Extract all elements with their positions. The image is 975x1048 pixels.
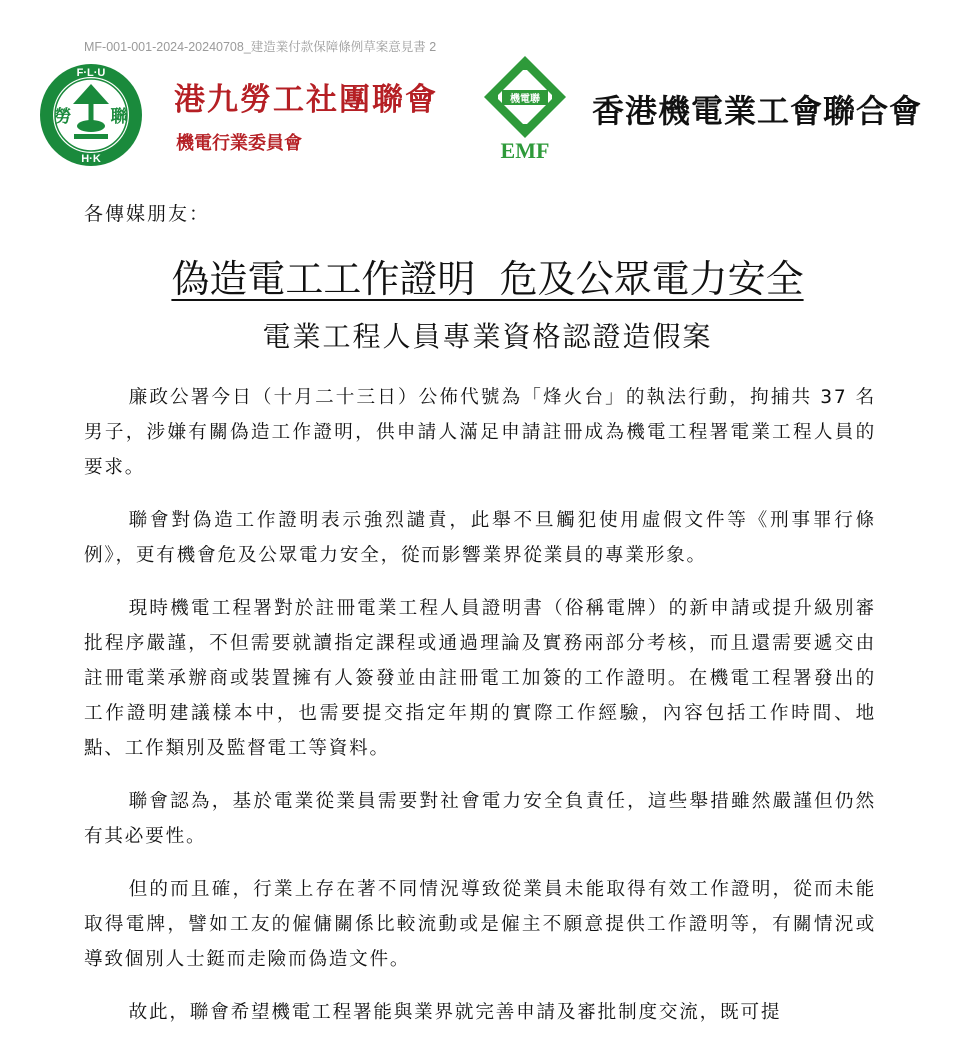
paragraph-3: 現時機電工程署對於註冊電業工程人員證明書（俗稱電牌）的新申請或提升級別審批程序嚴謹，不但需要就讀指定課程或通過理論及實務兩部分考核，而且還需要遞交由註冊電業承辦商或裝置擁有人簽發並由註冊電工加簽的工作證明。在機電工程署發出的工作證明建議樣本中，也需要提交指定年期的實際工作經驗，內容包括工作時間、地點、工作類別及監督電工等資料。 [84, 598, 876, 759]
emf-organization-name: 香港機電業工會聯合會 [592, 92, 923, 130]
emf-logo-text: EMF [500, 138, 550, 162]
emf-logo-badge-text: 機電聯 [510, 94, 540, 105]
flu-committee-name: 機電行業委員會 [176, 133, 302, 154]
paragraph-5: 但的而且確，行業上存在著不同情況導致從業員未能取得有效工作證明，從而未能取得電牌，譬如工友的僱傭關係比較流動或是僱主不願意提供工作證明等，有關情況或導致個別人士鋌而走險而偽造文件。 [84, 879, 876, 970]
paragraph-1: 廉政公署今日（十月二十三日）公佈代號為「烽火台」的執法行動，拘捕共 37 名男子，涉嫌有關偽造工作證明，供申請人滿足申請註冊成為機電工程署電業工程人員的要求。 [84, 387, 876, 478]
press-release-subtitle: 電業工程人員專業資格認證造假案 [262, 320, 713, 353]
press-release-body [84, 380, 876, 1048]
press-release-title: 偽造電工工作證明 危及公眾電力安全 [171, 257, 804, 301]
paragraph-4: 聯會認為，基於電業從業員需要對社會電力安全負責任，這些舉措雖然嚴謹但仍然有其必要性。 [84, 791, 876, 847]
paragraph-6: 故此，聯會希望機電工程署能與業界就完善申請及審批制度交流，既可提 [128, 1002, 782, 1023]
flu-logo-top-text: F·L·U [76, 67, 106, 79]
salutation: 各傳媒朋友： [84, 203, 211, 225]
flu-logo-left-char: 勞 [54, 107, 72, 127]
document-id: MF-001-001-2024-20240708_建造業付款保障條例草案意見書 2 [84, 40, 437, 54]
paragraph-2: 聯會對偽造工作證明表示強烈譴責，此舉不旦觸犯使用虛假文件等《刑事罪行條例》，更有機會危及公眾電力安全，從而影響業界從業員的專業形象。 [84, 510, 876, 566]
emf-logo [474, 54, 576, 162]
flu-logo-right-char: 聯 [110, 107, 128, 127]
flu-logo-bottom-text: H·K [81, 153, 101, 165]
flu-organization-name: 港九勞工社團聯會 [174, 82, 438, 118]
flu-logo [38, 62, 144, 168]
